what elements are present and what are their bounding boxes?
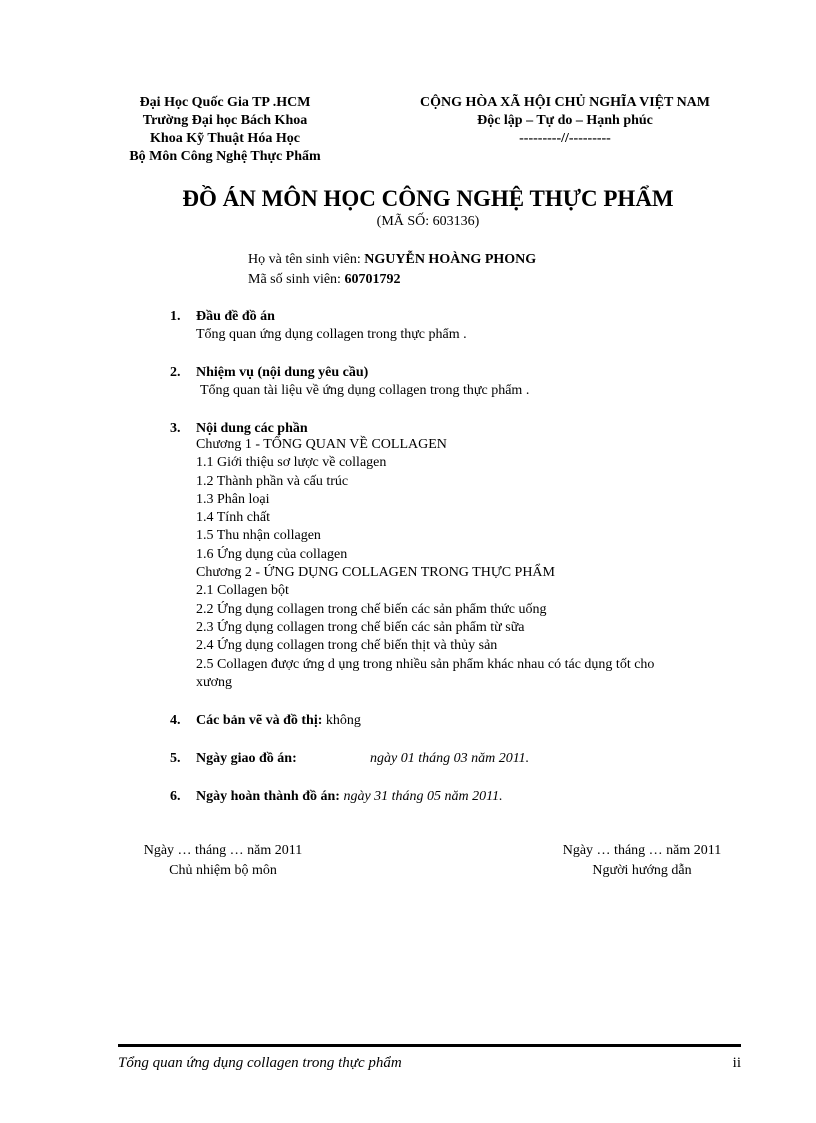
page-footer (118, 1055, 741, 1072)
content-line: 2.4 Ứng dụng collagen trong chế biến thịt và thủy sản (196, 638, 498, 654)
section-number: 1. (170, 309, 181, 324)
content-line: 2.3 Ứng dụng collagen trong chế biến các sản phẩm từ sữa (196, 619, 525, 635)
header-line: ---------//--------- (519, 131, 611, 146)
course-code: (MÃ SỐ: 603136) (376, 214, 480, 229)
section-number: 6. (170, 789, 181, 804)
section-heading: Nội dung các phần (196, 421, 308, 436)
section-6 (170, 788, 503, 806)
section-4 (170, 712, 361, 730)
content-line: 1.4 Tính chất (196, 510, 271, 526)
section-heading: Các bản vẽ và đồ thị: (196, 713, 323, 728)
content-line: Chương 2 - ỨNG DỤNG COLLAGEN TRONG THỰC PHẨM (196, 565, 555, 581)
header-line: Khoa Kỹ Thuật Hóa Học (150, 131, 300, 146)
header-line: Bộ Môn Công Nghệ Thực Phẩm (129, 149, 321, 164)
student-id: 60701792 (344, 272, 401, 287)
section-number: 2. (170, 365, 181, 380)
section-heading: Nhiệm vụ (nội dung yêu cầu) (196, 365, 369, 380)
section-number: 3. (170, 421, 181, 436)
page-title: ĐỒ ÁN MÔN HỌC CÔNG NGHỆ THỰC PHẨM (182, 186, 674, 211)
signature-left (118, 841, 328, 881)
signature-date: Ngày … tháng … năm 2011 (562, 843, 722, 858)
section-number: 5. (170, 751, 181, 766)
section-heading: Ngày hoàn thành đồ án: (196, 789, 340, 804)
student-name: NGUYỄN HOÀNG PHONG (364, 252, 537, 267)
content-line: 1.6 Ứng dụng của collagen (196, 546, 348, 562)
student-name-row (248, 250, 536, 270)
section-5 (170, 750, 529, 768)
content-line: Chương 1 - TỔNG QUAN VỀ COLLAGEN (196, 437, 447, 452)
section-heading: Đầu đề đồ án (196, 309, 275, 324)
section-number: 4. (170, 713, 181, 728)
section-3-content (196, 436, 654, 692)
section-heading: Ngày giao đồ án: (196, 751, 297, 766)
page-number: ii (732, 1055, 741, 1071)
section-text: Tổng quan tài liệu về ứng dụng collagen trong thực phẩm . (200, 383, 530, 398)
section-text: ngày 01 tháng 03 năm 2011. (370, 751, 530, 766)
section-text: Tổng quan ứng dụng collagen trong thực phẩm . (196, 327, 467, 342)
section-text: không (322, 713, 361, 728)
signature-date: Ngày … tháng … năm 2011 (143, 843, 303, 858)
header-national-motto (380, 94, 750, 148)
signature-role: Người hướng dẫn (592, 863, 692, 878)
content-line: 2.2 Ứng dụng collagen trong chế biến các sản phẩm thức uống (196, 601, 547, 617)
header-line: Trường Đại học Bách Khoa (142, 113, 308, 128)
student-id-row (248, 270, 536, 290)
header-line: Đại Học Quốc Gia TP .HCM (139, 95, 311, 110)
content-line: 2.5 Collagen được ứng d ụng trong nhiều sản phẩm khác nhau có tác dụng tốt cho (196, 656, 655, 672)
footer-divider (118, 1044, 741, 1047)
content-line: 1.2 Thành phần và cấu trúc (196, 473, 349, 489)
student-name-label: Họ và tên sinh viên: (248, 252, 365, 267)
content-line: 1.3 Phân loại (196, 491, 270, 507)
section-2 (170, 364, 529, 400)
student-id-label: Mã số sinh viên: (248, 272, 345, 287)
section-text: ngày 31 tháng 05 năm 2011. (343, 789, 503, 804)
header-line: Độc lập – Tự do – Hạnh phúc (477, 113, 653, 128)
content-line: 1.5 Thu nhận collagen (196, 528, 321, 544)
header-institution (100, 94, 350, 166)
content-line: 2.1 Collagen bột (196, 583, 289, 599)
header-line: CỘNG HÒA XÃ HỘI CHỦ NGHĨA VIỆT NAM (419, 95, 710, 110)
section-1 (170, 308, 467, 344)
student-info (248, 250, 536, 290)
signature-role: Chủ nhiệm bộ môn (169, 863, 277, 878)
content-line: 1.1 Giới thiệu sơ lược về collagen (196, 455, 387, 471)
signature-right (537, 841, 747, 881)
content-line: xương (196, 674, 232, 690)
footer-title: Tổng quan ứng dụng collagen trong thực phẩm (118, 1055, 402, 1071)
